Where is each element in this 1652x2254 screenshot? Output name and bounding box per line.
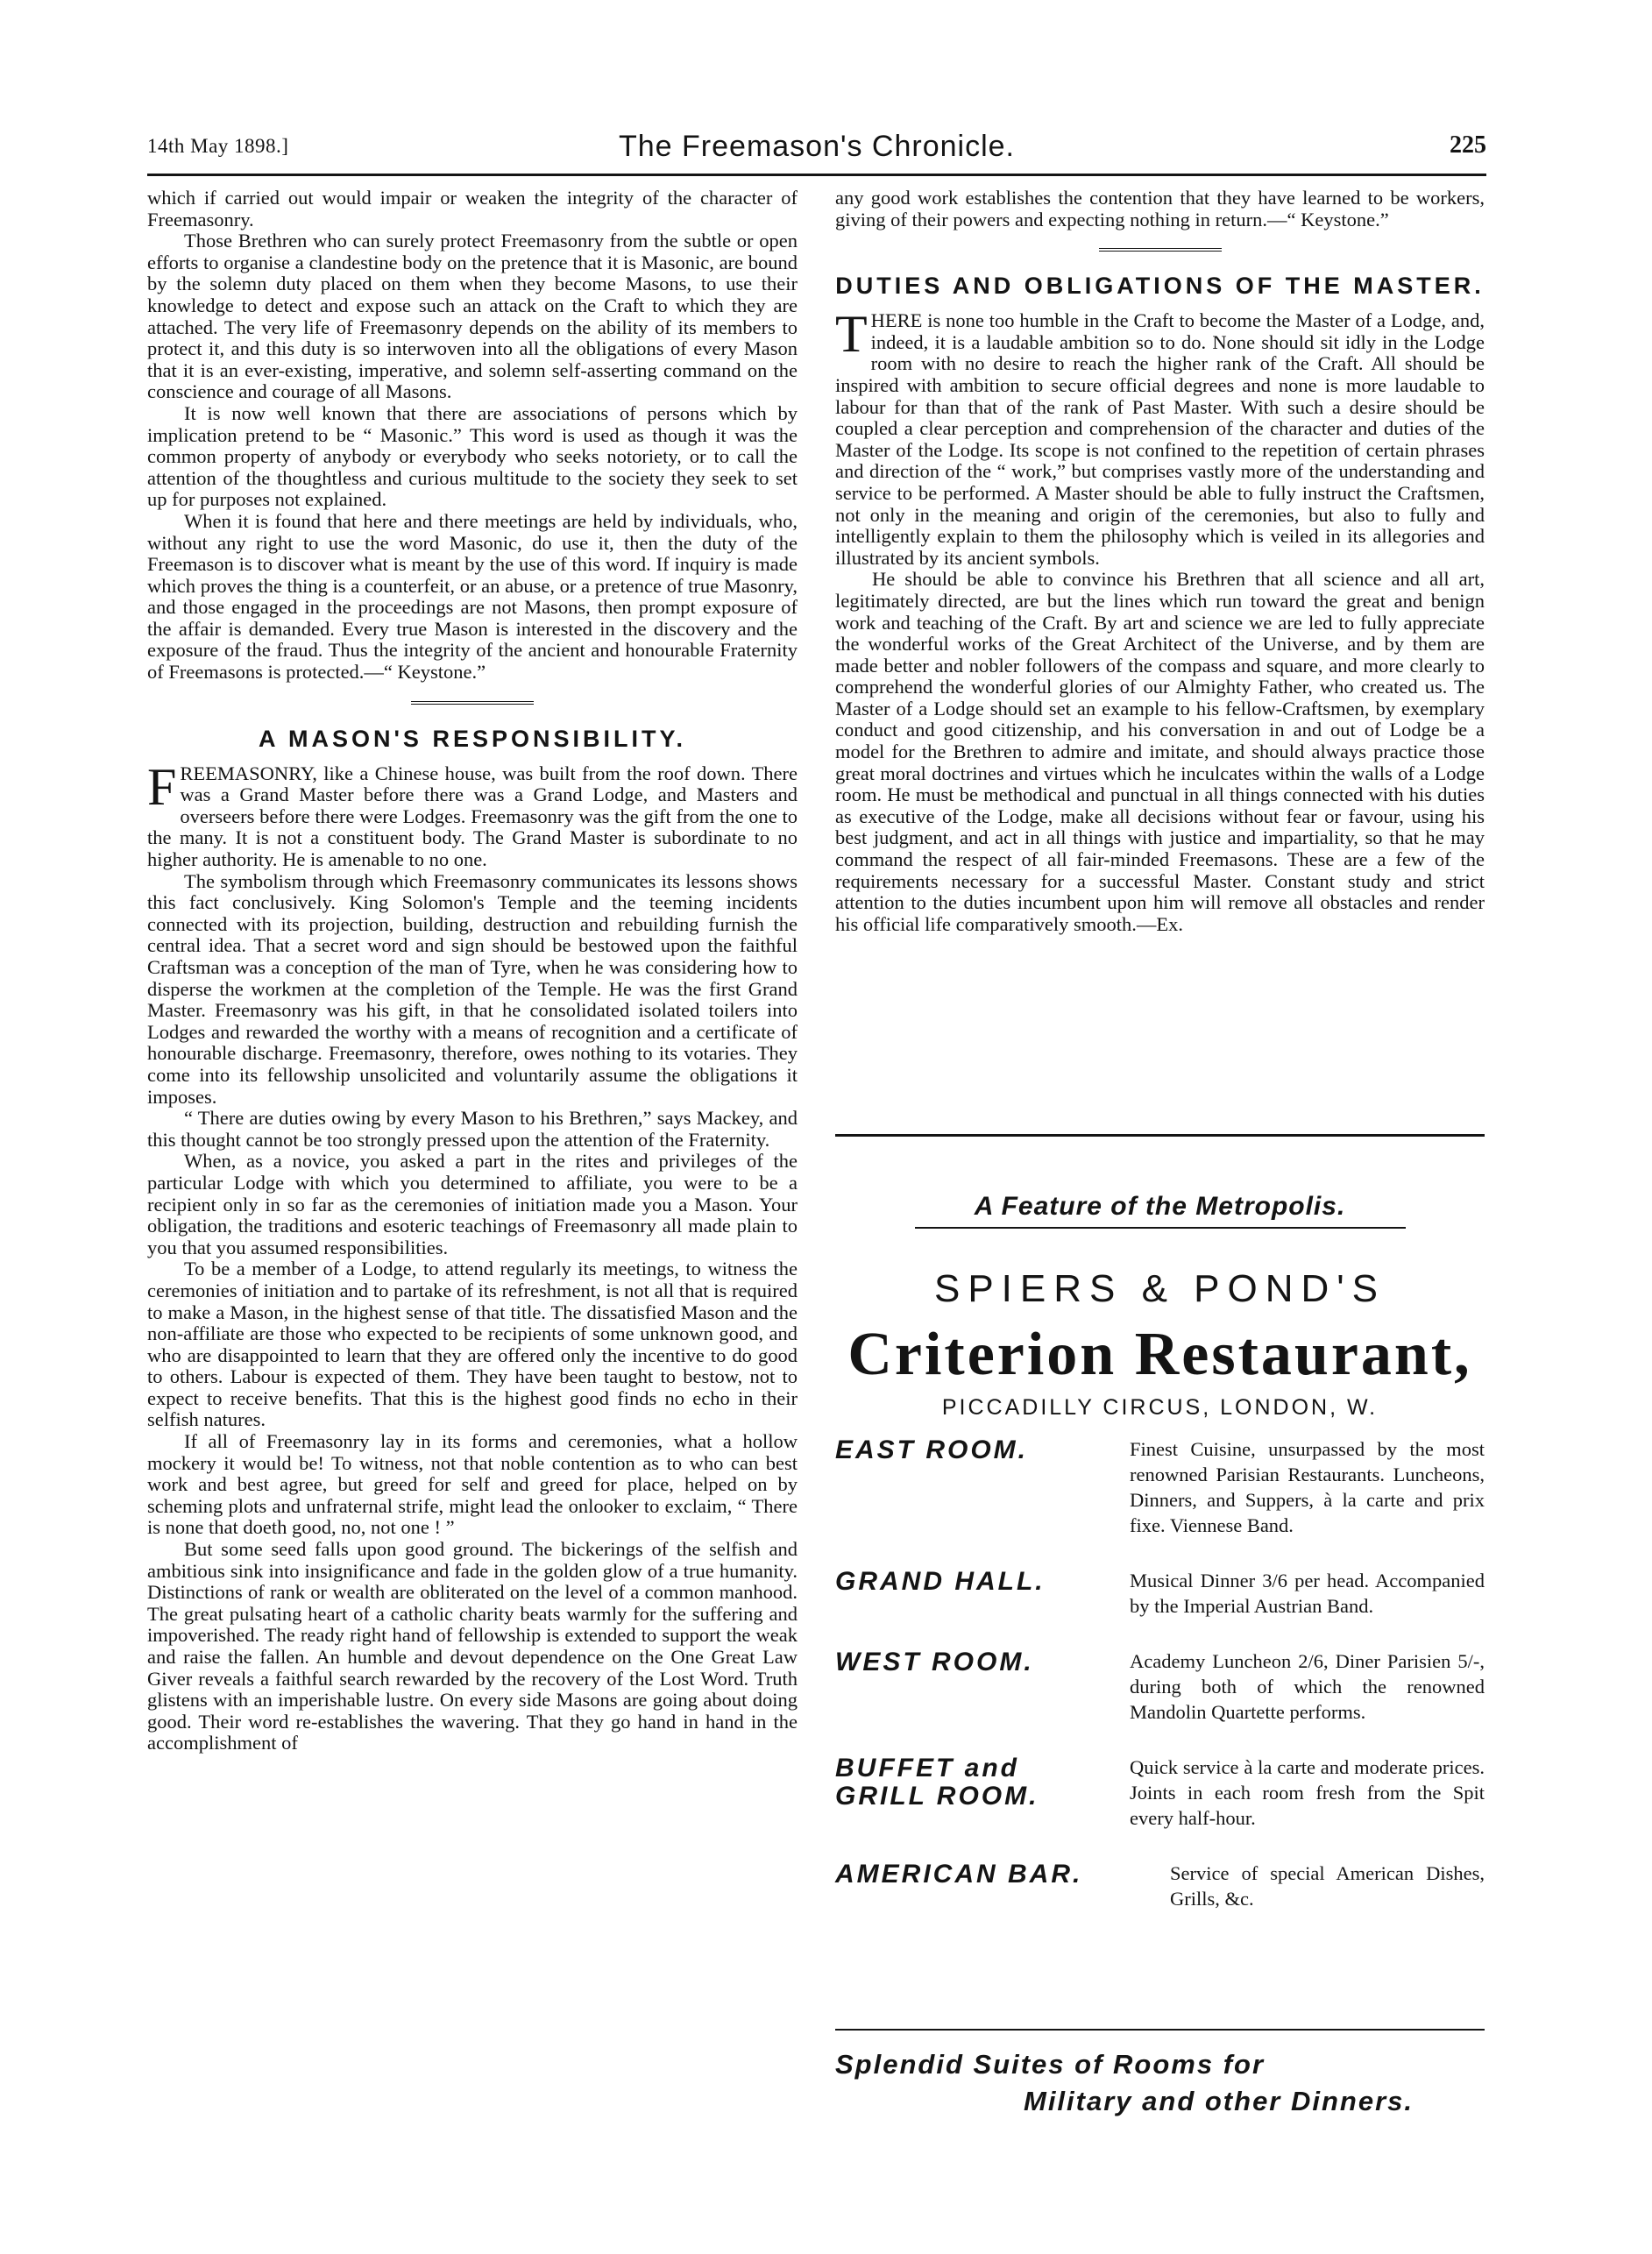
room-name: EAST ROOM. — [835, 1435, 1029, 1464]
paragraph-when-found: When it is found that here and there meetings are held by individuals, who, without any right to use the word Masonic, do use it, then the duty of the Freemason is to discover what is meant by the use of this word. If inquiry is made which proves the thing is a counterfeit, or an abuse, or a pretence of true Masonry, and those engaged in the proceedings are not Masons, then prompt exposure of the affair is demanded. Every true Mason is interested in the discovery and the exposure of the fraud. Thus the integrity of the ancient and honourable Fraternity of Freemasons is protected.—“ Keystone.” — [147, 509, 798, 684]
article-separator — [1099, 248, 1222, 253]
drop-cap-f: F — [147, 757, 177, 816]
room-east — [835, 1436, 1485, 1538]
ad-proprietor: SPIERS & POND'S — [933, 1267, 1386, 1310]
paragraph-duties-2: He should be able to convince his Brethren that all science and all art, legitimately directed, are but the lines which run toward the great and benign work and teaching of the Craft. By art and science we are led to fully appreciate the wonderful works of the Great Architect of the Universe, and by them are made better and nobler followers of the compass and square, and more clearly to comprehend the wonderful glories of our Almighty Father, who created us. The Master of a Lodge should set an example to his fellow-Craftsmen, by exemplary conduct and good citizenship, and his conversation in and out of Lodge be a model for the Brethren to admire and imitate, and should always practice those great moral doctrines and virtues which he inculcates within the walls of a Lodge room. He must be methodical and punctual in all things connected with his duties as executive of the Lodge, make all decisions without fear or favour, using his best judgment, and act in all things with justice and impartiality, so that he may command the respect of all fair-minded Freemasons. These are a few of the requirements necessary for a successful Master. Constant study and strict attention to the duties incumbent upon him will remove all obstacles and render his official life comparatively smooth.—Ex. — [835, 568, 1485, 935]
paragraph-responsibility-4: When, as a novice, you asked a part in the rites and privileges of the particular Lodge with which you determined to affiliate, you were to be a recipient only in so far as the ceremonies of initiation made you a Mason. Your obligation, the traditions and esoteric teachings of Freemasonry all made plain to you that you assumed responsibilities. — [147, 1150, 798, 1258]
paragraph-continuation: any good work establishes the contention that they have learned to be workers, giving of their powers and expecting nothing in return.—“ Keystone.” — [835, 187, 1485, 230]
room-american-bar — [835, 1861, 1485, 1911]
room-buffet-grill — [835, 1754, 1485, 1831]
restaurant-name: Criterion Restaurant, — [847, 1321, 1472, 1388]
ad-footer-line-1: Splendid Suites of Rooms for — [835, 2049, 1266, 2080]
page-header — [147, 131, 1486, 170]
issue-date: 14th May 1898.] — [147, 135, 289, 157]
paragraph-responsibility-3: “ There are duties owing by every Mason to his Brethren,” says Mackey, and this thought cannot be too strongly pressed upon the attention of the Fraternity. — [147, 1107, 798, 1151]
paragraph-responsibility-2: The symbolism through which Freemasonry communicates its lessons shows this fact conclusively. King Solomon's Temple and the teeming incidents connected with its projection, building, destruction and rebuilding furnish the central idea. That a secret word and sign should be bestowed upon the faithful Craftsman was a conception of the man of Tyre, when he was considering how to disperse the workmen at the completion of the Temple. He was the first Grand Master. Freemasonry was his gift, in that he consolidated isolated toilers into Lodges and rewarded the worthy with a means of recognition and a certificate of honourable discharge. Freemasonry, therefore, owes nothing to its votaries. They come into its fellowship unsolicited and voluntarily assume the obligations it imposes. — [147, 869, 798, 1108]
room-grand-hall — [835, 1568, 1485, 1619]
room-description: Finest Cuisine, unsurpassed by the most renowned Parisian Restaurants. Luncheons, Dinners, and Suppers, à la carte and prix fixe. Viennese Band. — [1130, 1438, 1485, 1536]
room-description: Academy Luncheon 2/6, Diner Parisien 5/-, during both of which the renowned Mandolin Quartette performs. — [1130, 1650, 1485, 1723]
ad-footer-rule — [835, 2029, 1485, 2031]
room-description: Service of special American Dishes, Grills, &c. — [1170, 1862, 1485, 1910]
paragraph-responsibility-1: FREEMASONRY, like a Chinese house, was built from the roof down. There was a Grand Master before there was a Grand Lodge, and Masters and overseers before there were Lodges. Freemasonry was the gift from the one to the many. It is not a constituent body. The Grand Master is subordinate to no higher authority. He is amenable to no one. — [147, 757, 798, 871]
room-description: Musical Dinner 3/6 per head. Accompanied by the Imperial Austrian Band. — [1130, 1570, 1485, 1617]
paragraph-well-known: It is now well known that there are associations of persons which by implication pretend to be “ Masonic.” This word is used as though it was the common property of anybody or everybody who seeks notoriety, or to call the attention of the thoughtless and curious multitude to the society they seek to set up for purposes not explained. — [147, 401, 798, 511]
room-description: Quick service à la carte and moderate prices. Joints in each room fresh from the Spit every half-hour. — [1130, 1756, 1485, 1829]
page-number: 225 — [1450, 131, 1486, 159]
room-name: WEST ROOM. — [835, 1648, 1034, 1676]
drop-cap-t: T — [835, 305, 868, 364]
paragraph-responsibility-5: To be a member of a Lodge, to attend regularly its meetings, to witness the ceremonies of initiation and to partake of its refreshment, is not all that is required to make a Mason, in the highest sense of that title. The dissatisfied Mason and the non-affiliate are those who expected to be recipients of some unknown good, and who are disappointed to learn that they are offered only the incentive to do good to others. Labour is expected of them. They have been taught to bestow, not to expect to receive benefits. That this is the highest good finds no echo in their selfish natures. — [147, 1258, 798, 1431]
room-name: BUFFET and GRILL ROOM. — [835, 1754, 1039, 1811]
paragraph-responsibility-6: If all of Freemasonry lay in its forms and ceremonies, what a hollow mockery it would be! To witness, not that noble contention as to who can best work and best agree, but greed for self and greed for place, helped on by scheming plots and unfraternal strife, might lead the onlooker to exclaim, “ There is none that doeth good, no, not one ! ” — [147, 1430, 798, 1539]
criterion-advertisement — [835, 1139, 1485, 2116]
ad-footer-line-2: Military and other Dinners. — [1024, 2086, 1414, 2116]
room-name: GRAND HALL. — [835, 1567, 1046, 1596]
feature-underline — [915, 1227, 1406, 1229]
left-column — [147, 188, 798, 1754]
room-name: AMERICAN BAR. — [835, 1860, 1083, 1889]
right-column — [835, 188, 1485, 935]
article-continuation: which if carried out would impair or weaken the integrity of the character of Freemasonry. — [147, 187, 798, 230]
heading-duties-of-master: DUTIES AND OBLIGATIONS OF THE MASTER. — [835, 273, 1485, 300]
header-rule — [147, 174, 1486, 176]
paragraph-responsibility-7: But some seed falls upon good ground. The bickerings of the selfish and ambitious sink into insignificance and fade in the golden glow of a true humanity. Distinctions of rank or wealth are obliterated on the level of a common manhood. The great pulsating heart of a catholic charity beats warmly for the suffering and impoverished. The ready right hand of fellowship is extended to support the weak and raise the fallen. An humble and devout dependence on the One Great Law Giver reveals a faithful search rewarded by the recovery of the Lost Word. Truth glistens with an imperishable lustre. On every side Masons are going about doing good. Their word re-establishes the wavering. That they go hand in hand in the accomplishment of — [147, 1538, 798, 1754]
restaurant-address: PICCADILLY CIRCUS, LONDON, W. — [941, 1395, 1379, 1420]
article-separator — [411, 701, 534, 706]
paragraph-brethren: Those Brethren who can surely protect Freemasonry from the subtle or open efforts to organise a clandestine body on the pretence that it is Masonic, are bound by the solemn duty placed on them when they become Masons, to use their knowledge to detect and expose such an attack on the Craft to which they are attached. The very life of Freemasonry depends on the ability of its members to protect it, and this duty is so interwoven into all the obligations of every Mason that it is an ever-existing, imperative, and solemn self-asserting command on the conscience and courage of all Masons. — [147, 230, 798, 403]
heading-masons-responsibility: A MASON'S RESPONSIBILITY. — [259, 725, 686, 752]
advertisement-rule — [835, 1134, 1485, 1137]
paragraph-duties-1: THERE is none too humble in the Craft to become the Master of a Lodge, and, indeed, it is a laudable ambition so to do. None should sit idly in the Lodge room with no desire to reach the higher rank of the Craft. All should be inspired with ambition to secure official degrees and none is more laudable to labour for than that of the rank of Past Master. With such a desire should be coupled a clear perception and comprehension of the character and duties of the Master of the Lodge. Its scope is not confined to the repetition of certain phrases and direction of the “ work,” but comprises vastly more of the understanding and service to be performed. A Master should be able to fully instruct the Craftsmen, not only in the meaning and origin of the ceremonies, but also to fully and intelligently explain to them the philosophy which is veiled in its allegories and illustrated by its ancient symbols. — [835, 305, 1485, 569]
publication-title: The Freemason's Chronicle. — [619, 130, 1015, 163]
ad-feature-line: A Feature of the Metropolis. — [974, 1192, 1346, 1221]
room-west — [835, 1648, 1485, 1725]
